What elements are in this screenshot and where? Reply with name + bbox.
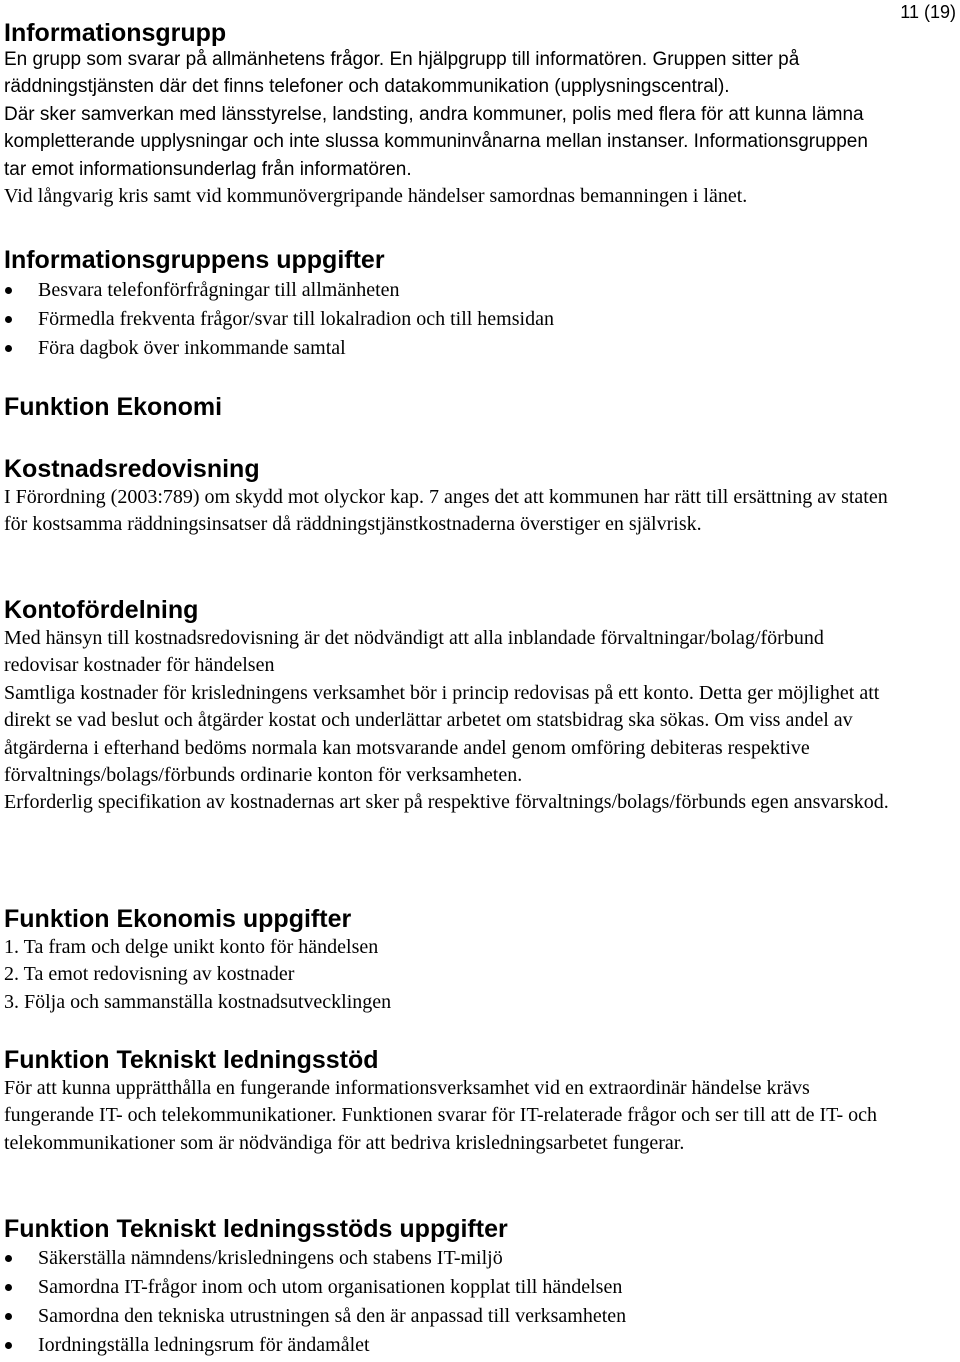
heading-kontofordelning: Kontofördelning (4, 596, 199, 624)
heading-funktion-tekniskt-ledningsstod: Funktion Tekniskt ledningsstöd (4, 1046, 379, 1074)
heading-funktion-tekniskt-ledningsstods-uppgifter: Funktion Tekniskt ledningsstöds uppgifter (4, 1215, 508, 1243)
heading-informationsgruppens-uppgifter: Informationsgruppens uppgifter (4, 246, 385, 274)
section-funktion-ekonomis-uppgifter (4, 904, 889, 1016)
heading-funktion-ekonomis-uppgifter: Funktion Ekonomis uppgifter (4, 905, 352, 933)
page-number: 11 (19) (900, 2, 956, 22)
list-item: Samordna den tekniska utrustningen så den är anpassad till verksamheten (4, 1302, 889, 1331)
paragraph: Erforderlig specifikation av kostnadernas art sker på respektive förvaltnings/bolags/förbunds egen ansvarskod. (4, 791, 889, 814)
paragraph: Där sker samverkan med länsstyrelse, landsting, andra kommuner, polis med flera för att kunna lämna kompletterande upplysningar och inte slussa kommuninvånarna mellan instanser. Informationsgruppen tar emot informationsunderlag från informatören. (4, 103, 868, 180)
bullet-list (4, 1244, 889, 1360)
heading-informationsgrupp: Informationsgrupp (4, 19, 227, 47)
paragraph: Vid långvarig kris samt vid kommunövergripande händelser samordnas bemanningen i länet. (4, 185, 748, 208)
list-item: Förmedla frekventa frågor/svar till lokalradion och till hemsidan (4, 305, 889, 334)
paragraph: Samtliga kostnader för krisledningens verksamhet bör i princip redovisas på ett konto. Detta ger möjlighet att direkt se vad beslut och åtgärder kostat och underlättar arbetet om statsbidrag ska sökas. Om viss andel av åtgärderna i efterhand bedöms normala kan motsvarande andel genom omföring debiteras respektive förvaltnings/bolags/förbunds ordinarie konton för verksamheten. (4, 681, 880, 787)
paragraph: En grupp som svarar på allmänhetens frågor. En hjälpgrupp till informatören. Gruppen sitter på räddningstjänsten där det finns telefoner och datakommunikation (upplysningscentral). (4, 49, 800, 98)
paragraph: Med hänsyn till kostnadsredovisning är det nödvändigt att alla inblandade förvaltningar/bolag/förbund redovisar kostnader för händelsen (4, 627, 824, 677)
list-item: Föra dagbok över inkommande samtal (4, 334, 889, 363)
paragraph: För att kunna upprätthålla en fungerande informationsverksamhet vid en extraordinär händelse krävs fungerande IT- och telekommunikationer. Funktionen svarar för IT-relaterade frågor och ser till att de IT- och telekommunikationer som är nödvändiga för att bedriva krisledningsarbetet fungerar. (4, 1077, 878, 1154)
section-informationsgrupp (4, 18, 889, 210)
section-funktion-tekniskt-ledningsstods-uppgifter (4, 1214, 889, 1360)
list-item: 3. Följa och sammanställa kostnadsutvecklingen (4, 990, 392, 1013)
list-item: Säkerställa nämndens/krisledningens och stabens IT-miljö (4, 1244, 889, 1273)
heading-kostnadsredovisning: Kostnadsredovisning (4, 455, 260, 483)
section-kostnadsredovisning (4, 454, 889, 539)
numbered-list (4, 934, 889, 1016)
list-item: 1. Ta fram och delge unikt konto för händelsen (4, 936, 379, 958)
heading-funktion-ekonomi: Funktion Ekonomi (4, 393, 223, 421)
list-item: Besvara telefonförfrågningar till allmänheten (4, 276, 889, 305)
list-item: 2. Ta emot redovisning av kostnader (4, 963, 295, 986)
paragraph: I Förordning (2003:789) om skydd mot olyckor kap. 7 anges det att kommunen har rätt till ersättning av staten för kostsamma räddningsinsatser då räddningstjänstkostnaderna överstiger en självrisk. (4, 486, 888, 536)
section-funktion-tekniskt-ledningsstod (4, 1045, 889, 1157)
list-item: Iordningställa ledningsrum för ändamålet (4, 1331, 889, 1360)
section-kontofordelning (4, 595, 889, 817)
section-informationsgruppens-uppgifter (4, 245, 889, 363)
section-funktion-ekonomi (4, 392, 889, 422)
bullet-list (4, 276, 889, 363)
list-item: Samordna IT-frågor inom och utom organisationen kopplat till händelsen (4, 1273, 889, 1302)
